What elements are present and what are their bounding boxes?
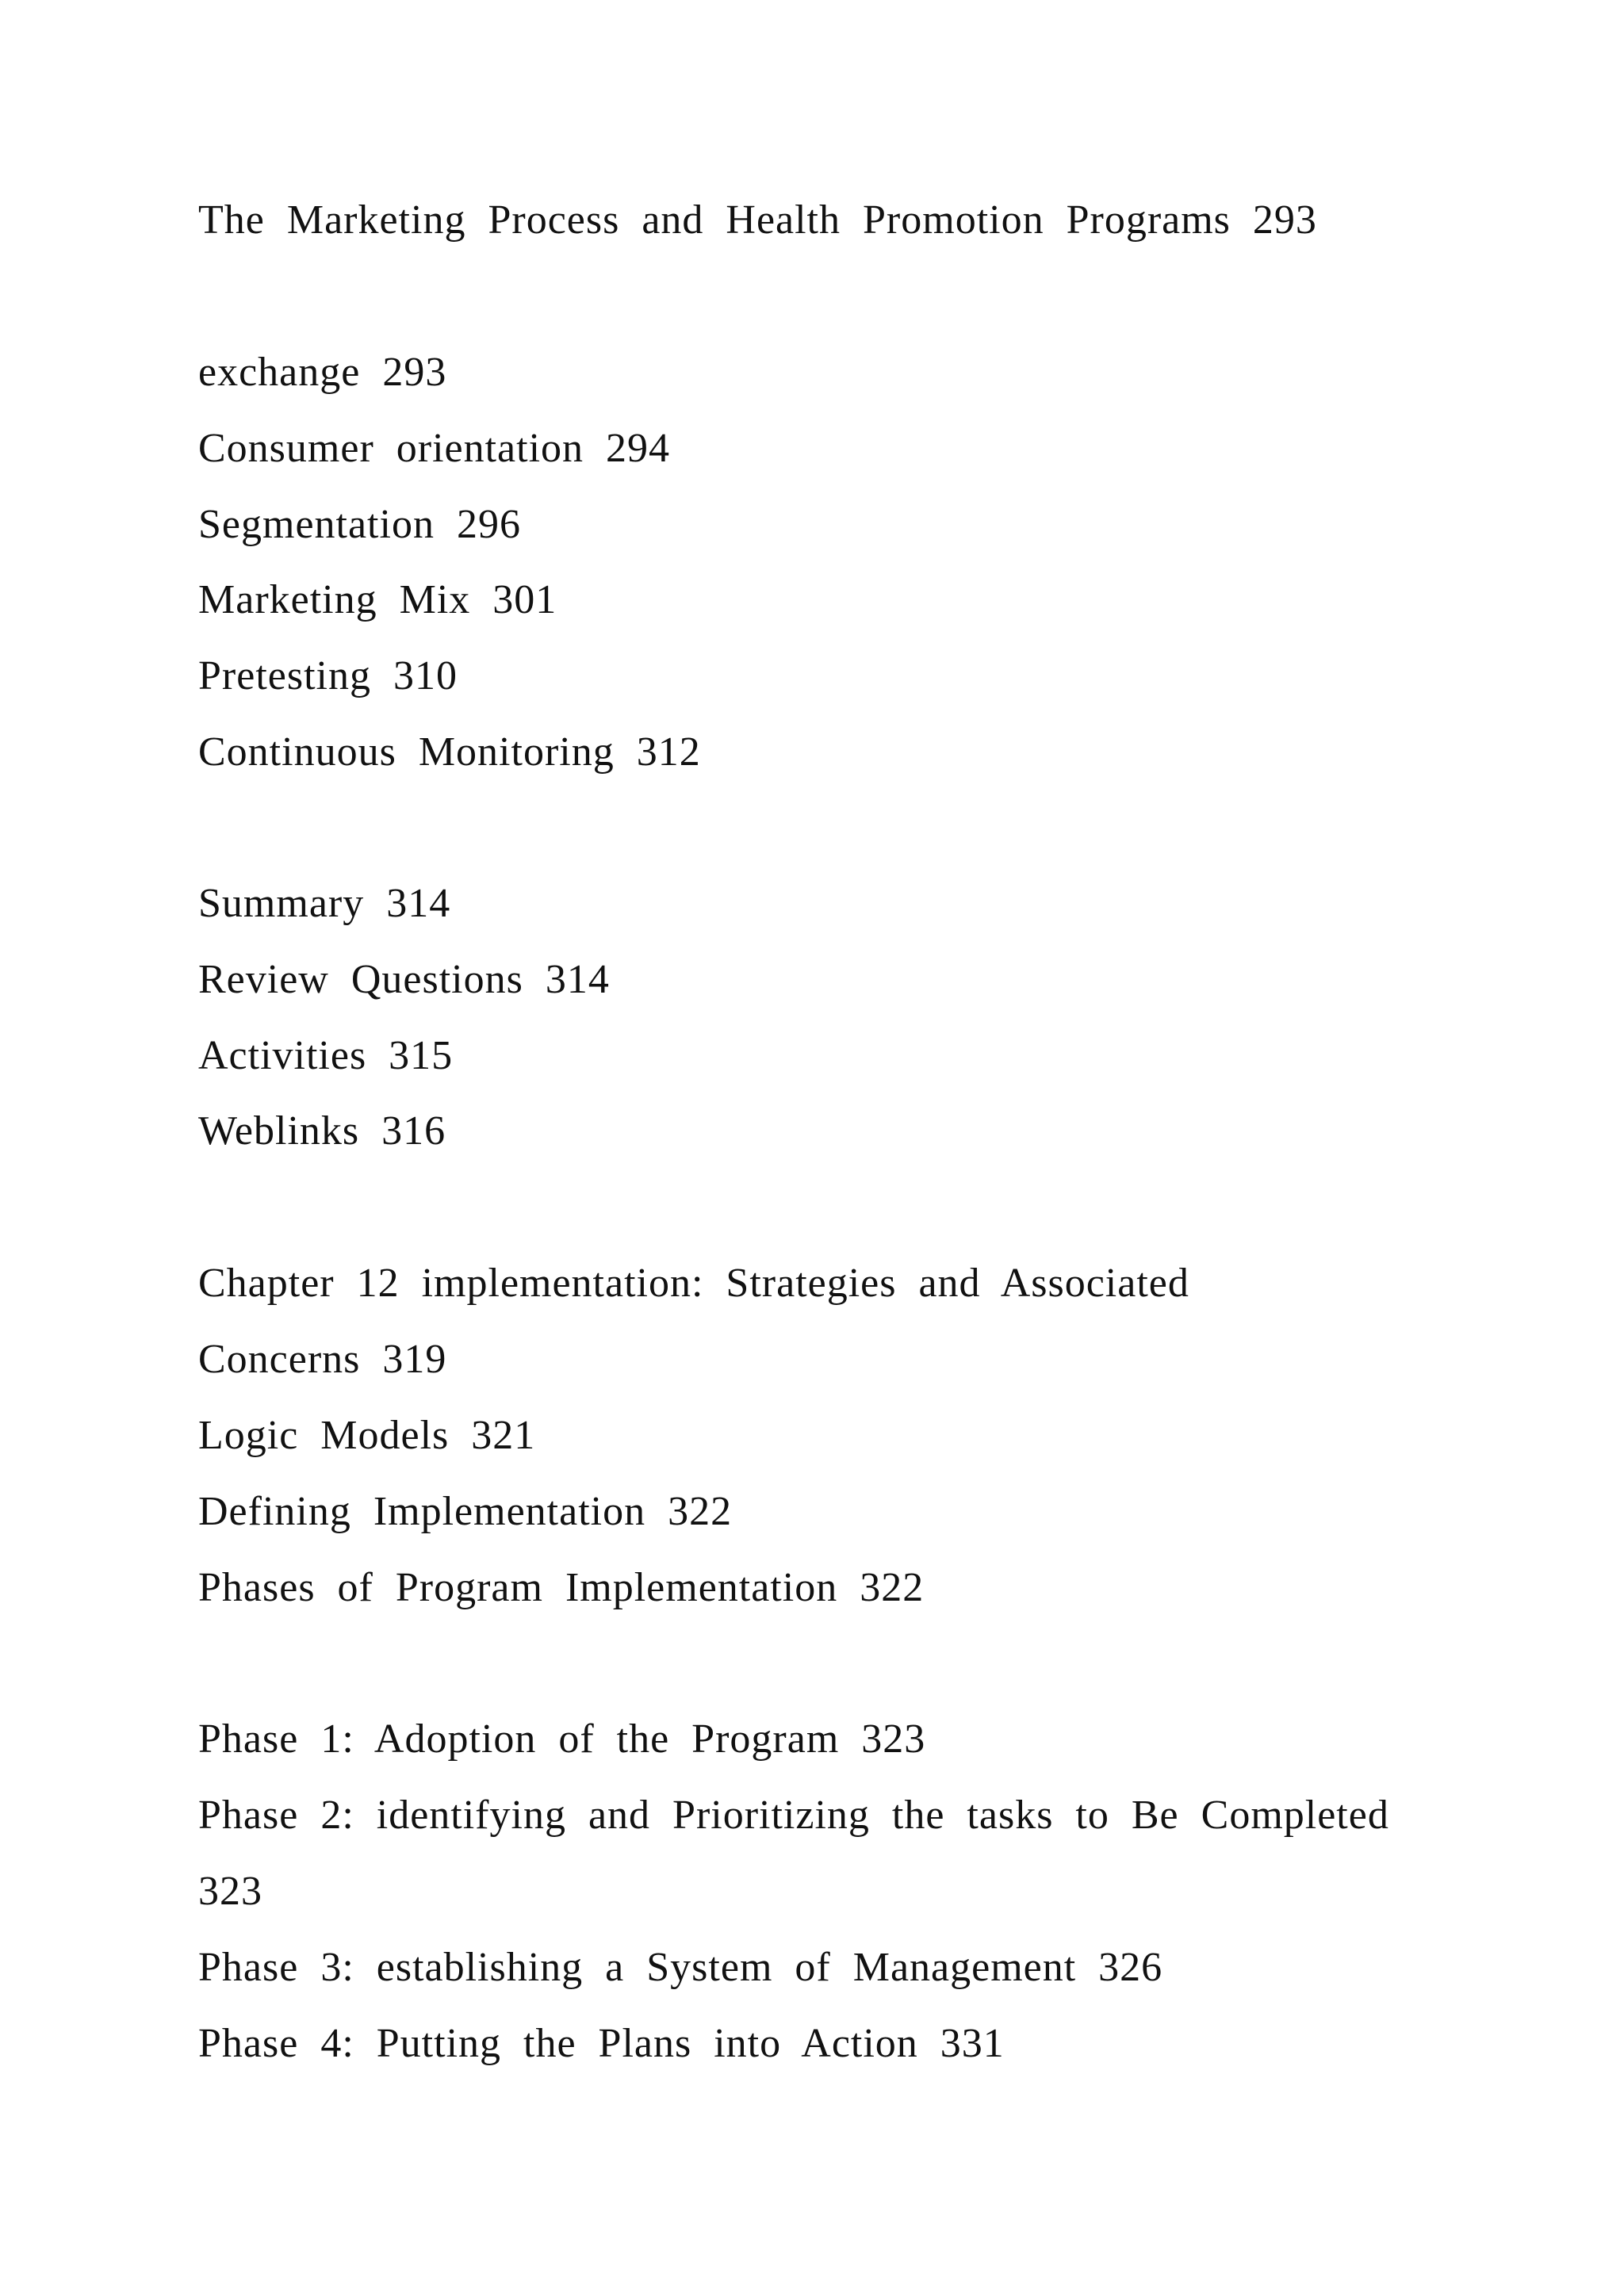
toc-line: Segmentation 296 [198, 502, 521, 547]
toc-line: exchange 293 [198, 350, 447, 395]
toc-line: Weblinks 316 [198, 1108, 446, 1154]
toc-line: Concerns 319 [198, 1337, 447, 1382]
toc-line: Pretesting 310 [198, 653, 458, 698]
toc-line: Chapter 12 implementation: Strategies and Associated [198, 1261, 1189, 1306]
toc-line: Activities 315 [198, 1033, 454, 1078]
toc-line: Phase 2: identifying and Prioritizing the tasks to Be Completed [198, 1793, 1389, 1838]
toc-line: Phases of Program Implementation 322 [198, 1565, 925, 1610]
toc-line: 323 [198, 1869, 262, 1914]
toc-line: Continuous Monitoring 312 [198, 729, 701, 775]
toc-line: Logic Models 321 [198, 1413, 536, 1458]
toc-line: Phase 4: Putting the Plans into Action 331 [198, 2021, 1005, 2066]
toc-line: The Marketing Process and Health Promotion Programs 293 [198, 197, 1317, 243]
toc-line: Defining Implementation 322 [198, 1489, 733, 1534]
toc-line: Consumer orientation 294 [198, 426, 671, 471]
toc-line: Phase 1: Adoption of the Program 323 [198, 1716, 926, 1762]
toc-line: Summary 314 [198, 881, 451, 926]
toc-line: Phase 3: establishing a System of Management 326 [198, 1945, 1163, 1990]
toc-line: Marketing Mix 301 [198, 577, 557, 622]
toc-line: Review Questions 314 [198, 957, 610, 1002]
